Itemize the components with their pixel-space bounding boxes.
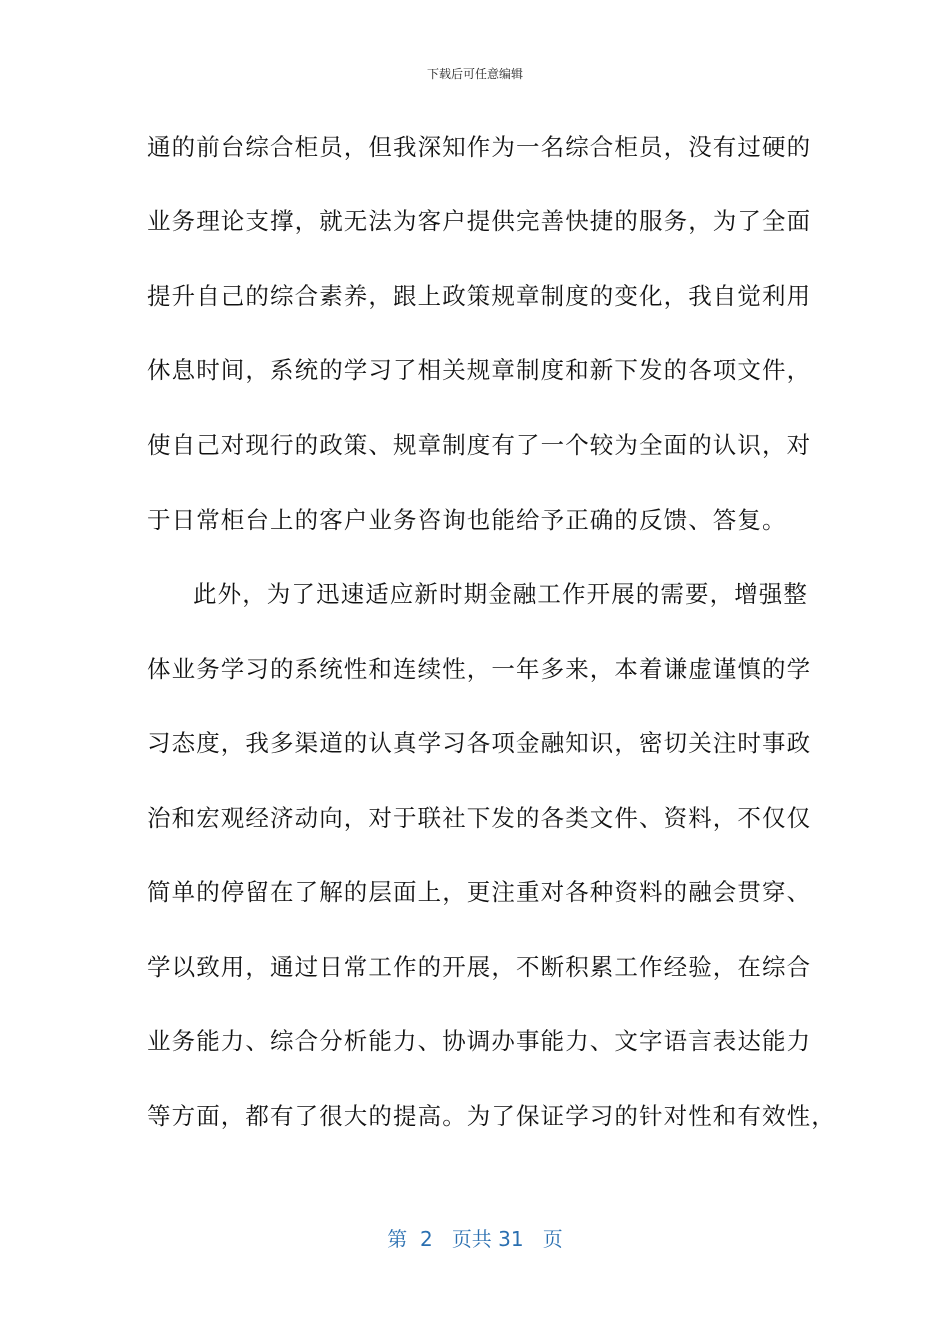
header-note: 下载后可任意编辑 xyxy=(426,67,523,81)
paragraph-line: 提升自己的综合素养，跟上政策规章制度的变化，我自觉利用 xyxy=(147,282,812,310)
paragraph-line: 简单的停留在了解的层面上，更注重对各种资料的融会贯穿、 xyxy=(147,878,812,906)
page-label-prefix: 第 xyxy=(387,1227,408,1251)
paragraph-line: 休息时间，系统的学习了相关规章制度和新下发的各项文件， xyxy=(147,356,812,384)
page-label-middle: 页共 xyxy=(451,1227,492,1251)
paragraph-line: 通的前台综合柜员，但我深知作为一名综合柜员，没有过硬的 xyxy=(147,133,812,161)
paragraph-line: 学以致用，通过日常工作的开展，不断积累工作经验，在综合 xyxy=(147,953,812,981)
paragraph-line: 等方面，都有了很大的提高。为了保证学习的针对性和有效性， xyxy=(147,1102,836,1130)
page-label-suffix: 页 xyxy=(542,1227,563,1251)
paragraph-line: 业务能力、综合分析能力、协调办事能力、文字语言表达能力 xyxy=(147,1027,812,1055)
paragraph-line: 治和宏观经济动向，对于联社下发的各类文件、资料，不仅仅 xyxy=(147,804,812,832)
paragraph-line: 业务理论支撑，就无法为客户提供完善快捷的服务，为了全面 xyxy=(147,207,812,235)
total-pages-number: 31 xyxy=(498,1227,524,1251)
paragraph-line: 习态度，我多渠道的认真学习各项金融知识，密切关注时事政 xyxy=(147,729,812,757)
current-page-number: 2 xyxy=(420,1227,433,1251)
page-footer xyxy=(0,1226,950,1252)
paragraph-line: 此外，为了迅速适应新时期金融工作开展的需要，增强整 xyxy=(193,580,808,608)
paragraph-line: 使自己对现行的政策、规章制度有了一个较为全面的认识，对 xyxy=(147,431,812,459)
paragraph-line: 于日常柜台上的客户业务咨询也能给予正确的反馈、答复。 xyxy=(147,506,787,534)
paragraph-line: 体业务学习的系统性和连续性，一年多来，本着谦虚谨慎的学 xyxy=(147,655,812,683)
